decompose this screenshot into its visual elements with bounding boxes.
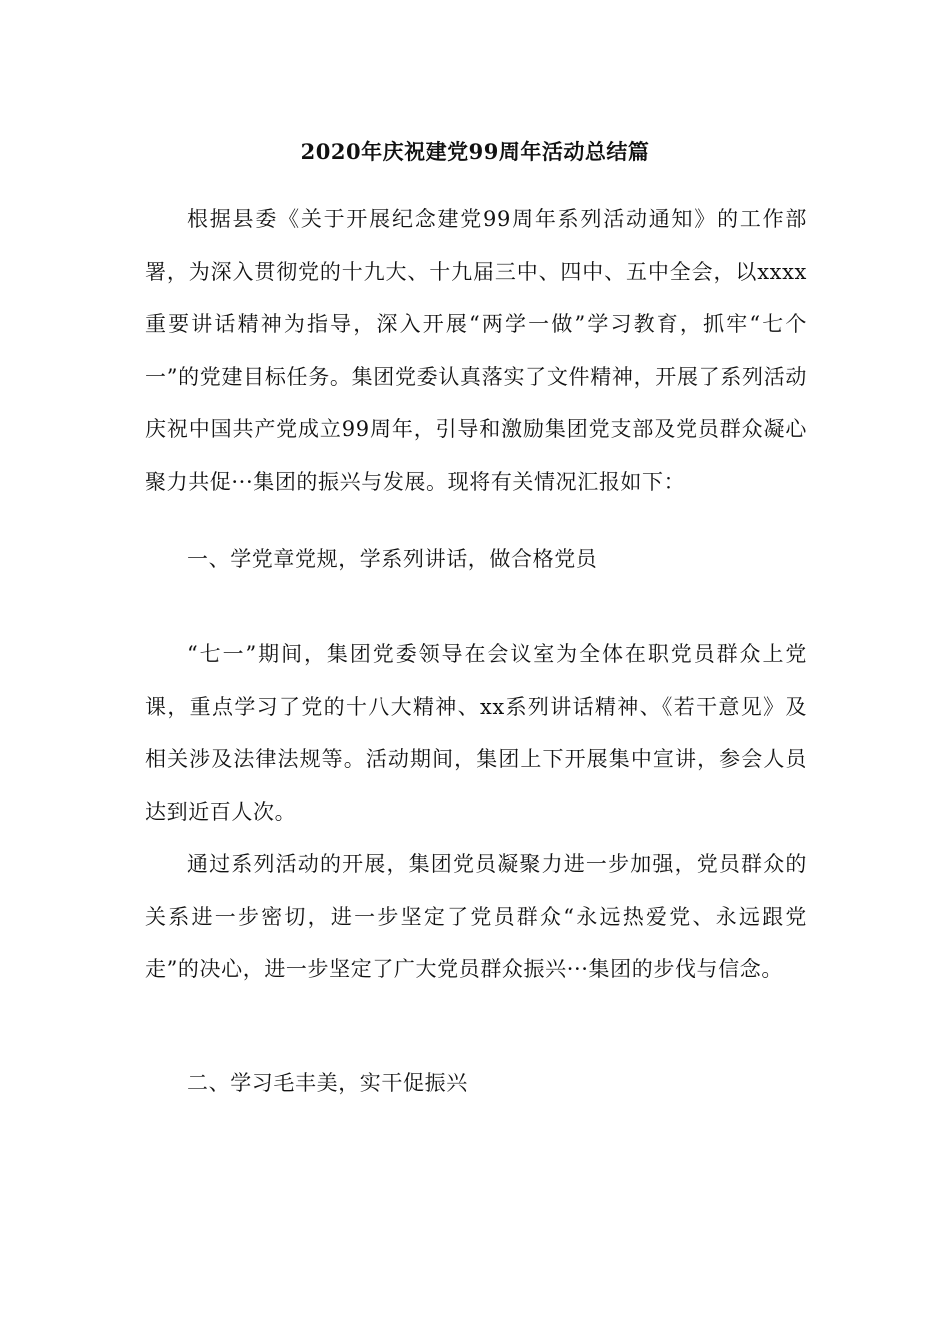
document-title: 2020年庆祝建党99周年活动总结篇 [300,139,650,164]
section-heading-1: 一、学党章党规，学系列讲话，做合格党员 [187,547,598,571]
paragraph-party-lesson: “七一”期间，集团党委领导在会议室为全体在职党员群众上党课，重点学习了党的十八大精神、xx系列讲话精神、《若干意见》及相关涉及法律法规等。活动期间，集团上下开展集中宣讲，参会人员达到近百人次。 [145,642,807,824]
paragraph-introduction: 根据县委《关于开展纪念建党99周年系列活动通知》的工作部署，为深入贯彻党的十九大、十九届三中、四中、五中全会，以xxxx重要讲话精神为指导，深入开展“两学一做”学习教育，抓牢“七个一”的党建目标任务。集团党委认真落实了文件精神，开展了系列活动庆祝中国共产党成立99周年，引导和激励集团党支部及党员群众凝心聚力共促···集团的振兴与发展。现将有关情况汇报如下： [145,207,807,494]
paragraph-results: 通过系列活动的开展，集团党员凝聚力进一步加强，党员群众的关系进一步密切，进一步坚定了党员群众“永远热爱党、永远跟党走”的决心，进一步坚定了广大党员群众振兴···集团的步伐与信念。 [145,852,807,981]
section-heading-2: 二、学习毛丰美，实干促振兴 [187,1071,468,1095]
